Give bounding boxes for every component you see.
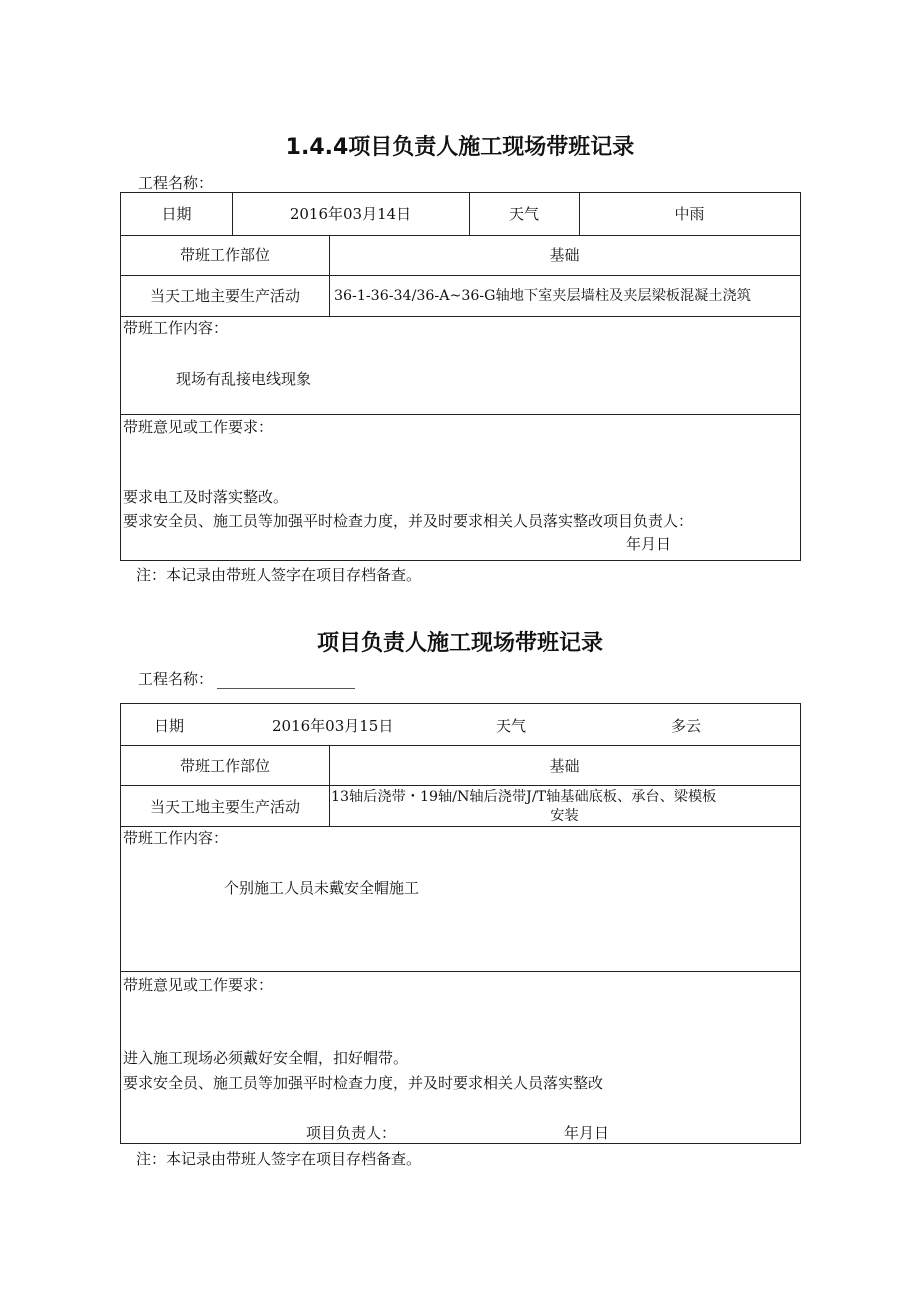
content-label: 带班工作内容： [123, 829, 229, 847]
record1-note: 注：本记录由带班人签字在项目存档备查。 [136, 566, 422, 584]
work-area-value: 基础 [549, 246, 580, 264]
record2-project-name [138, 668, 355, 689]
record2-note: 注：本记录由带班人签字在项目存档备查。 [136, 1150, 422, 1168]
opinion-label: 带班意见或工作要求： [123, 418, 274, 436]
sign-date: 年月日 [564, 1124, 610, 1142]
content-value: 个别施工人员未戴安全帽施工 [224, 879, 420, 897]
opinion-line-1: 进入施工现场必须戴好安全帽，扣好帽带。 [123, 1049, 409, 1067]
content-value: 现场有乱接电线现象 [176, 370, 312, 388]
record1-table [120, 192, 801, 561]
leader-label: 项目负责人： [306, 1124, 397, 1142]
weather-label: 天气 [496, 717, 527, 735]
activity-label: 当天工地主要生产活动 [149, 798, 300, 816]
record2-table [120, 703, 801, 1144]
sign-date: 年月日 [626, 535, 672, 553]
work-area-label: 带班工作部位 [179, 757, 270, 775]
date-value: 2016年03月14日 [289, 205, 412, 223]
activity-value-line-2: 安装 [550, 808, 579, 824]
activity-value: 36-1-36-34/36-A~36-G轴地下室夹层墙柱及夹层梁板混凝土浇筑 [334, 288, 751, 304]
date-value: 2016年03月15日 [272, 717, 394, 735]
weather-value: 多云 [671, 717, 702, 735]
date-label: 日期 [154, 717, 185, 735]
project-name-blank [217, 178, 337, 193]
opinion-line-1: 要求电工及时落实整改。 [123, 488, 289, 506]
work-area-label: 带班工作部位 [179, 246, 270, 264]
weather-label: 天气 [508, 205, 539, 223]
opinion-line-2: 要求安全员、施工员等加强平时检查力度，并及时要求相关人员落实整改 [123, 1074, 604, 1092]
work-area-value: 基础 [549, 757, 580, 775]
record1-title: 1.4.4项目负责人施工现场带班记录 [285, 135, 635, 160]
activity-label: 当天工地主要生产活动 [149, 287, 300, 305]
activity-value-line-1: 13轴后浇带・19轴/N轴后浇带J/T轴基础底板、承台、梁模板 [331, 789, 717, 805]
content-label: 带班工作内容： [123, 319, 229, 337]
project-name-label: 工程名称： [138, 670, 214, 688]
record2-title: 项目负责人施工现场带班记录 [316, 631, 603, 656]
weather-value: 中雨 [674, 205, 705, 223]
opinion-label: 带班意见或工作要求： [123, 976, 274, 994]
date-label: 日期 [161, 205, 192, 223]
project-name-label: 工程名称： [138, 174, 214, 192]
record1-project-name [138, 172, 337, 193]
project-name-blank [217, 674, 355, 689]
opinion-line-2: 要求安全员、施工员等加强平时检查力度，并及时要求相关人员落实整改项目负责人： [123, 512, 694, 530]
